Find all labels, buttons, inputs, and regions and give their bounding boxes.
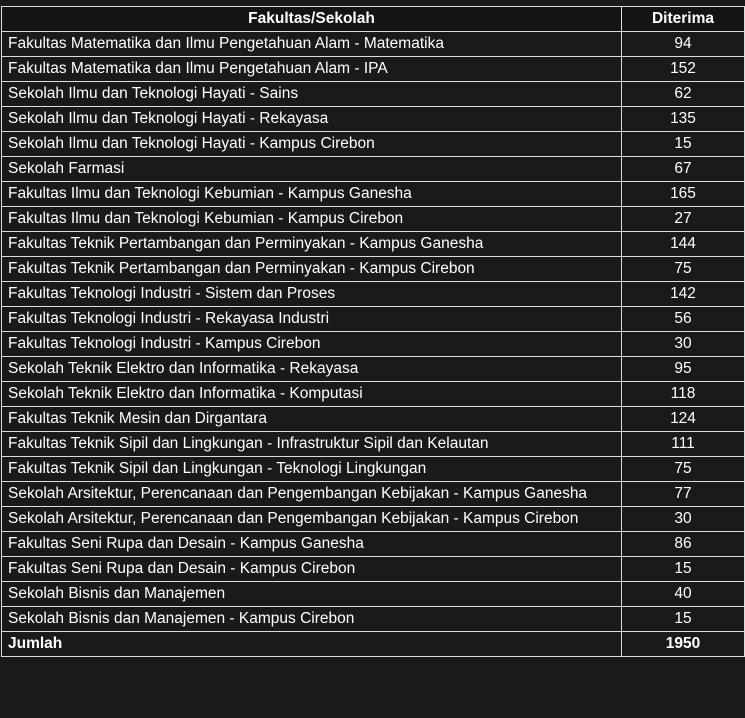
accepted-count-cell: 75 — [622, 457, 745, 482]
table-row — [2, 157, 745, 182]
accepted-count-cell: 40 — [622, 582, 745, 607]
faculty-name-cell: Fakultas Matematika dan Ilmu Pengetahuan Alam - Matematika — [2, 32, 622, 57]
accepted-count-cell: 30 — [622, 507, 745, 532]
faculty-name-cell: Sekolah Arsitektur, Perencanaan dan Pengembangan Kebijakan - Kampus Ganesha — [2, 482, 622, 507]
table-row — [2, 182, 745, 207]
accepted-count-cell: 135 — [622, 107, 745, 132]
accepted-count-cell: 30 — [622, 332, 745, 357]
table-row — [2, 507, 745, 532]
faculty-name-cell: Fakultas Teknologi Industri - Rekayasa Industri — [2, 307, 622, 332]
accepted-count-cell: 27 — [622, 207, 745, 232]
table-row — [2, 132, 745, 157]
accepted-count-cell: 15 — [622, 607, 745, 632]
header-row — [2, 7, 745, 32]
header-faculty: Fakultas/Sekolah — [2, 7, 622, 32]
faculty-name-cell: Fakultas Teknik Mesin dan Dirgantara — [2, 407, 622, 432]
table-row — [2, 307, 745, 332]
faculty-name-cell: Fakultas Matematika dan Ilmu Pengetahuan Alam - IPA — [2, 57, 622, 82]
total-value: 1950 — [622, 632, 745, 657]
table-row — [2, 207, 745, 232]
faculty-name-cell: Fakultas Ilmu dan Teknologi Kebumian - Kampus Ganesha — [2, 182, 622, 207]
admissions-sheet — [1, 6, 744, 657]
faculty-name-cell: Sekolah Farmasi — [2, 157, 622, 182]
faculty-name-cell: Fakultas Teknik Pertambangan dan Perminyakan - Kampus Cirebon — [2, 257, 622, 282]
accepted-count-cell: 124 — [622, 407, 745, 432]
faculty-name-cell: Fakultas Teknik Sipil dan Lingkungan - Teknologi Lingkungan — [2, 457, 622, 482]
faculty-name-cell: Fakultas Ilmu dan Teknologi Kebumian - Kampus Cirebon — [2, 207, 622, 232]
table-row — [2, 332, 745, 357]
faculty-name-cell: Sekolah Ilmu dan Teknologi Hayati - Sains — [2, 82, 622, 107]
table-row — [2, 432, 745, 457]
faculty-name-cell: Sekolah Teknik Elektro dan Informatika - Rekayasa — [2, 357, 622, 382]
faculty-name-cell: Fakultas Teknik Pertambangan dan Perminyakan - Kampus Ganesha — [2, 232, 622, 257]
header-accepted: Diterima — [622, 7, 745, 32]
table-row — [2, 607, 745, 632]
table-row — [2, 482, 745, 507]
table-row — [2, 457, 745, 482]
table-row — [2, 282, 745, 307]
table-row — [2, 557, 745, 582]
accepted-count-cell: 75 — [622, 257, 745, 282]
faculty-name-cell: Sekolah Arsitektur, Perencanaan dan Pengembangan Kebijakan - Kampus Cirebon — [2, 507, 622, 532]
table-row — [2, 82, 745, 107]
table-row — [2, 232, 745, 257]
table-row — [2, 257, 745, 282]
accepted-count-cell: 67 — [622, 157, 745, 182]
faculty-name-cell: Fakultas Seni Rupa dan Desain - Kampus Ganesha — [2, 532, 622, 557]
faculty-name-cell: Sekolah Bisnis dan Manajemen - Kampus Cirebon — [2, 607, 622, 632]
accepted-count-cell: 111 — [622, 432, 745, 457]
accepted-count-cell: 77 — [622, 482, 745, 507]
accepted-count-cell: 118 — [622, 382, 745, 407]
accepted-count-cell: 152 — [622, 57, 745, 82]
total-label: Jumlah — [2, 632, 622, 657]
faculty-name-cell: Fakultas Seni Rupa dan Desain - Kampus Cirebon — [2, 557, 622, 582]
table-row — [2, 382, 745, 407]
table-row — [2, 107, 745, 132]
accepted-count-cell: 95 — [622, 357, 745, 382]
table-row — [2, 532, 745, 557]
faculty-name-cell: Fakultas Teknik Sipil dan Lingkungan - Infrastruktur Sipil dan Kelautan — [2, 432, 622, 457]
faculty-name-cell: Fakultas Teknologi Industri - Kampus Cirebon — [2, 332, 622, 357]
table-row — [2, 357, 745, 382]
table-body — [2, 32, 745, 632]
accepted-count-cell: 144 — [622, 232, 745, 257]
total-row — [2, 632, 745, 657]
table-row — [2, 57, 745, 82]
table-row — [2, 582, 745, 607]
admissions-table — [1, 6, 745, 657]
faculty-name-cell: Sekolah Ilmu dan Teknologi Hayati - Rekayasa — [2, 107, 622, 132]
accepted-count-cell: 86 — [622, 532, 745, 557]
faculty-name-cell: Sekolah Teknik Elektro dan Informatika - Komputasi — [2, 382, 622, 407]
accepted-count-cell: 142 — [622, 282, 745, 307]
accepted-count-cell: 56 — [622, 307, 745, 332]
faculty-name-cell: Fakultas Teknologi Industri - Sistem dan Proses — [2, 282, 622, 307]
accepted-count-cell: 15 — [622, 132, 745, 157]
faculty-name-cell: Sekolah Bisnis dan Manajemen — [2, 582, 622, 607]
table-row — [2, 32, 745, 57]
table-row — [2, 407, 745, 432]
accepted-count-cell: 94 — [622, 32, 745, 57]
accepted-count-cell: 62 — [622, 82, 745, 107]
accepted-count-cell: 165 — [622, 182, 745, 207]
accepted-count-cell: 15 — [622, 557, 745, 582]
faculty-name-cell: Sekolah Ilmu dan Teknologi Hayati - Kampus Cirebon — [2, 132, 622, 157]
